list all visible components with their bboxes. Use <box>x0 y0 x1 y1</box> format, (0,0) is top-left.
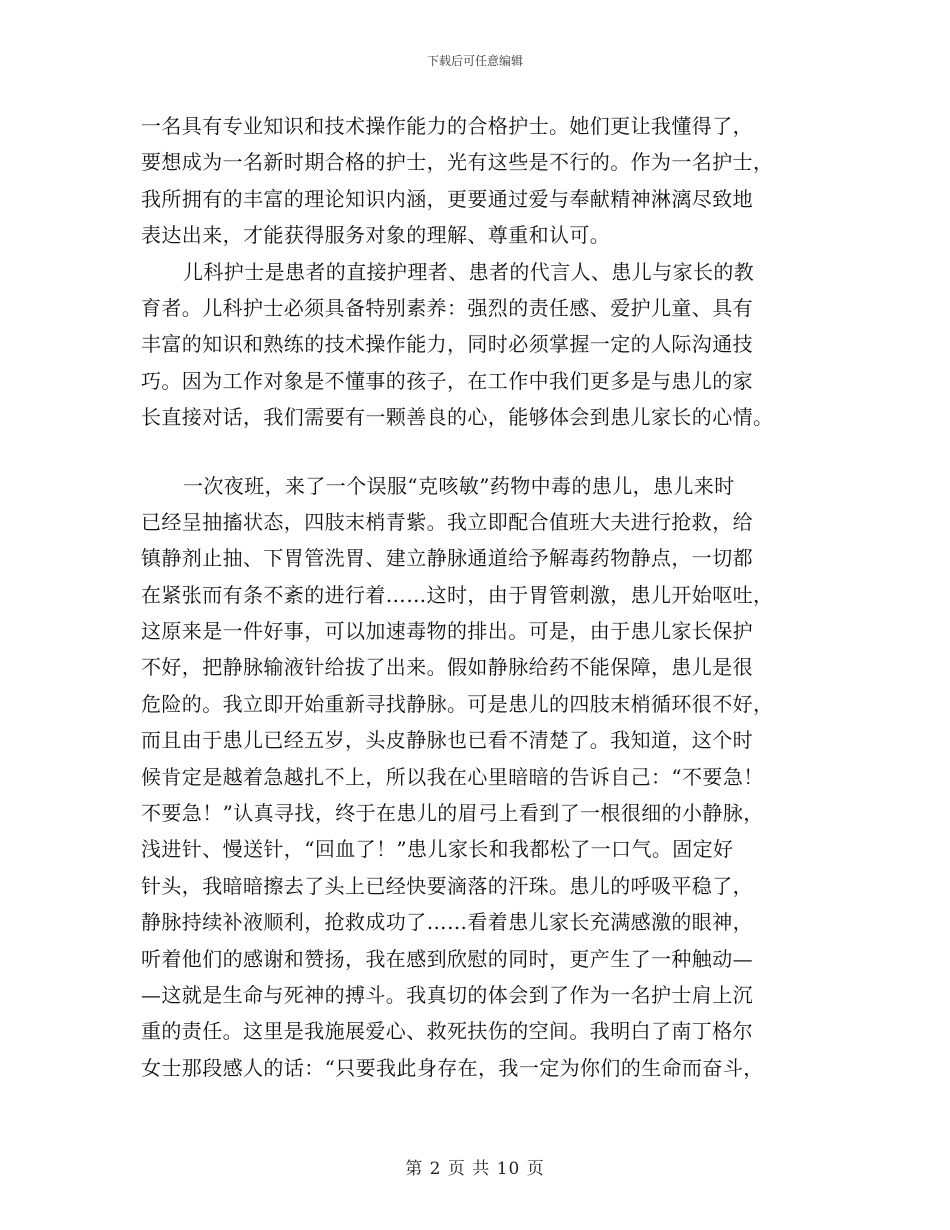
text-line: 要想成为一名新时期合格的护士，光有这些是不行的。作为一名护士， <box>141 150 774 175</box>
text-line: 长直接对话，我们需要有一颗善良的心，能够体会到患儿家长的心情。 <box>141 405 774 430</box>
text-line: 静脉持续补液顺利，抢救成功了……看着患儿家长充满感激的眼神， <box>141 910 753 935</box>
paragraph-gap <box>141 436 809 468</box>
text-line: 一名具有专业知识和技术操作能力的合格护士。她们更让我懂得了， <box>141 114 753 138</box>
text-line: 重的责任。这里是我施展爱心、救死扶伤的空间。我明白了南丁格尔 <box>141 1019 753 1044</box>
paragraph <box>141 254 809 436</box>
text-line: 危险的。我立即开始重新寻找静脉。可是患儿的四肢末梢循环很不好， <box>141 691 774 716</box>
text-line: 已经呈抽搐状态，四肢末梢青紫。我立即配合值班大夫进行抢救，给 <box>141 509 753 534</box>
text-line: 不好，把静脉输液针给拔了出来。假如静脉给药不能保障，患儿是很 <box>141 655 753 680</box>
page-header: 下载后可任意编辑 <box>426 54 523 68</box>
text-line: 育者。儿科护士必须具备特别素养：强烈的责任感、爱护儿童、具有 <box>141 295 753 320</box>
text-line: 一次夜班，来了一个误服“克咳敏”药物中毒的患儿，患儿来时 <box>183 473 735 498</box>
text-line: 女士那段感人的话：“只要我此身存在，我一定为你们的生命而奋斗， <box>141 1055 764 1080</box>
text-line: 在紧张而有条不紊的进行着……这时，由于胃管刺激，患儿开始呕吐， <box>141 582 774 607</box>
text-line: 针头，我暗暗擦去了头上已经快要滴落的汗珠。患儿的呼吸平稳了， <box>141 873 753 898</box>
text-line: —这就是生命与死神的搏斗。我真切的体会到了作为一名护士肩上沉 <box>141 982 753 1007</box>
text-line: 表达出来，才能获得服务对象的理解、尊重和认可。 <box>141 223 611 248</box>
text-line: 而且由于患儿已经五岁，头皮静脉也已看不清楚了。我知道，这个时 <box>141 728 753 753</box>
text-line: 儿科护士是患者的直接护理者、患者的代言人、患儿与家长的教 <box>183 259 755 284</box>
text-line: 浅进针、慢送针，“回血了！”患儿家长和我都松了一口气。固定好 <box>141 837 734 862</box>
text-line: 不要急！”认真寻找，终于在患儿的眉弓上看到了一根很细的小静脉， <box>141 801 764 826</box>
text-line: 我所拥有的丰富的理论知识内涵，更要通过爱与奉献精神淋漓尽致地 <box>141 186 753 211</box>
text-line: 巧。因为工作对象是不懂事的孩子，在工作中我们更多是与患儿的家 <box>141 368 753 393</box>
text-line: 候肯定是越着急越扎不上，所以我在心里暗暗的告诉自己：“不要急！ <box>141 764 764 789</box>
document-body <box>141 108 809 1086</box>
text-line: 镇静剂止抽、下胃管洗胃、建立静脉通道给予解毒药物静点，一切都 <box>141 546 753 571</box>
paragraph <box>141 108 809 254</box>
text-line: 丰富的知识和熟练的技术操作能力，同时必须掌握一定的人际沟通技 <box>141 332 753 357</box>
page-footer: 第 2 页 共 10 页 <box>405 1159 545 1179</box>
text-line: 听着他们的感谢和赞扬，我在感到欣慰的同时，更产生了一种触动— <box>141 946 753 971</box>
text-line: 这原来是一件好事，可以加速毒物的排出。可是，由于患儿家长保护 <box>141 619 753 644</box>
paragraph <box>141 468 809 1087</box>
